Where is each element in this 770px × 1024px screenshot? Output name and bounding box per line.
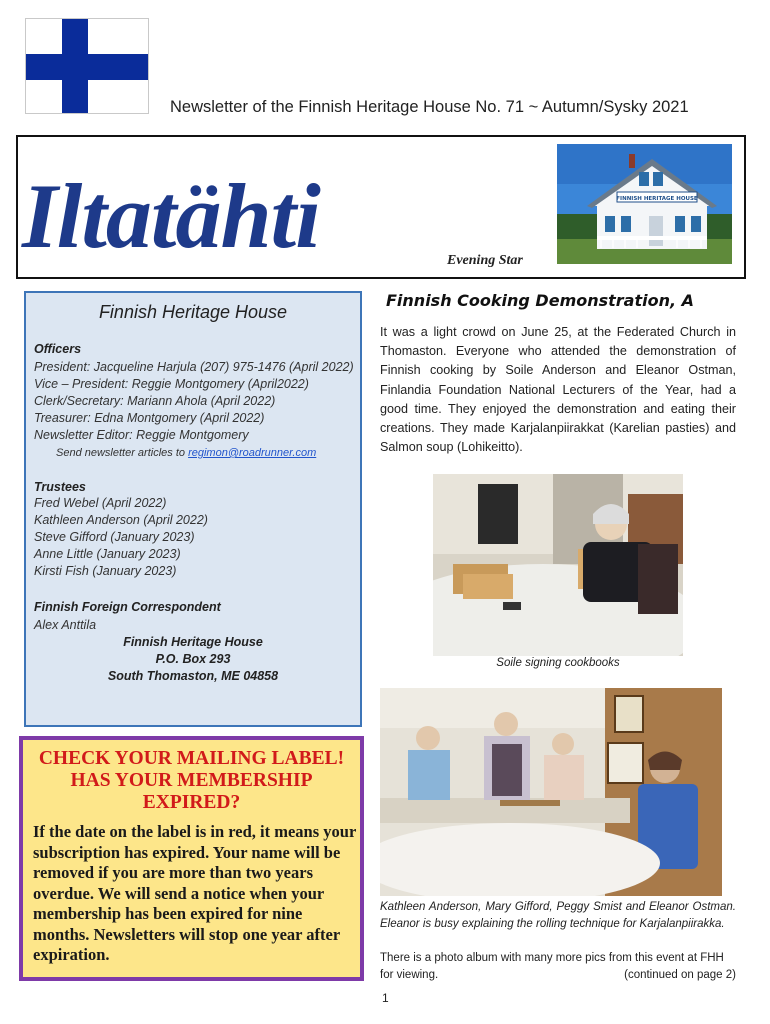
continued-note: (continued on page 2) <box>624 969 736 981</box>
article-title: Finnish Cooking Demonstration, A <box>386 291 695 310</box>
trustee-line: Kirsti Fish (January 2023) <box>34 564 177 578</box>
cookbook-signing-photo <box>433 474 683 656</box>
officer-line: Treasurer: Edna Montgomery (April 2022) <box>34 411 265 425</box>
membership-notice-box <box>19 736 364 981</box>
organization-info-box <box>24 291 362 727</box>
trustees-heading: Trustees <box>34 480 86 494</box>
heritage-house-photo <box>557 144 732 264</box>
photo-album-text: There is a photo album with many more pics from this event at FHH for viewing. <box>380 952 724 981</box>
finnish-flag <box>25 18 149 114</box>
photo-album-note <box>380 950 736 984</box>
cookbook-photo-caption: Soile signing cookbooks <box>496 657 620 669</box>
officer-line: Vice – President: Reggie Montgomery (April2022) <box>34 377 309 391</box>
address-line: Finnish Heritage House <box>123 635 263 649</box>
info-box-heading: Finnish Heritage House <box>98 302 288 322</box>
notice-heading-line: EXPIRED? <box>142 792 241 813</box>
editor-email-link[interactable]: regimon@roadrunner.com <box>188 447 317 459</box>
masthead-subtitle: Evening Star <box>447 253 523 268</box>
flag-vertical-cross <box>62 19 88 113</box>
officer-line: President: Jacqueline Harjula (207) 975-1476 (April 2022) <box>34 360 354 374</box>
masthead-title: Iltatähti <box>22 165 320 267</box>
membership-notice-heading <box>23 748 360 814</box>
article-body: It was a light crowd on June 25, at the Federated Church in Thomaston. Everyone who attended the demonstration of Finnish cooking by Soile Anderson and Eleanor Ostman, Finlandia Foundation National Lecturers of the Year, had a good time. They enjoyed the demonstration and eating their creations. They made Karjalanpiirakkat (Karelian pasties) and Salmon soup (Lohikeitto). <box>380 325 736 455</box>
trustee-line: Fred Webel (April 2022) <box>34 496 167 510</box>
demo-photo-caption: Kathleen Anderson, Mary Gifford, Peggy Smist and Eleanor Ostman. Eleanor is busy explaining the rolling technique for Karjalanpiirakka. <box>380 901 736 930</box>
address-line: South Thomaston, ME 04858 <box>107 669 279 683</box>
cooking-demo-photo <box>380 688 722 896</box>
correspondent-name: Alex Anttila <box>34 618 97 632</box>
send-articles-note <box>56 447 316 459</box>
membership-notice-body: If the date on the label is in red, it means your subscription has expired. Your name will be removed if you are more than two years overdue. We will send a notice when your membership has been expired for nine months. Newsletters will stop one year after expiration. <box>33 822 356 964</box>
notice-heading-line: HAS YOUR MEMBERSHIP <box>70 770 313 791</box>
page-number: 1 <box>382 991 389 1005</box>
officer-line: Newsletter Editor: Reggie Montgomery <box>34 428 249 442</box>
send-articles-text: Send newsletter articles to <box>56 447 189 459</box>
house-sign-text: FINNISH HERITAGE HOUSE <box>616 196 698 202</box>
correspondent-heading: Finnish Foreign Correspondent <box>34 600 221 614</box>
officers-heading: Officers <box>34 342 82 356</box>
notice-heading-line: CHECK YOUR MAILING LABEL! <box>38 748 345 769</box>
address-line: P.O. Box 293 <box>155 652 231 666</box>
trustee-line: Anne Little (January 2023) <box>34 547 181 561</box>
newsletter-header: Newsletter of the Finnish Heritage House No. 71 ~ Autumn/Sysky 2021 <box>170 98 689 116</box>
officer-line: Clerk/Secretary: Mariann Ahola (April 2022) <box>34 394 276 408</box>
trustee-line: Steve Gifford (January 2023) <box>34 530 195 544</box>
trustee-line: Kathleen Anderson (April 2022) <box>34 513 208 527</box>
